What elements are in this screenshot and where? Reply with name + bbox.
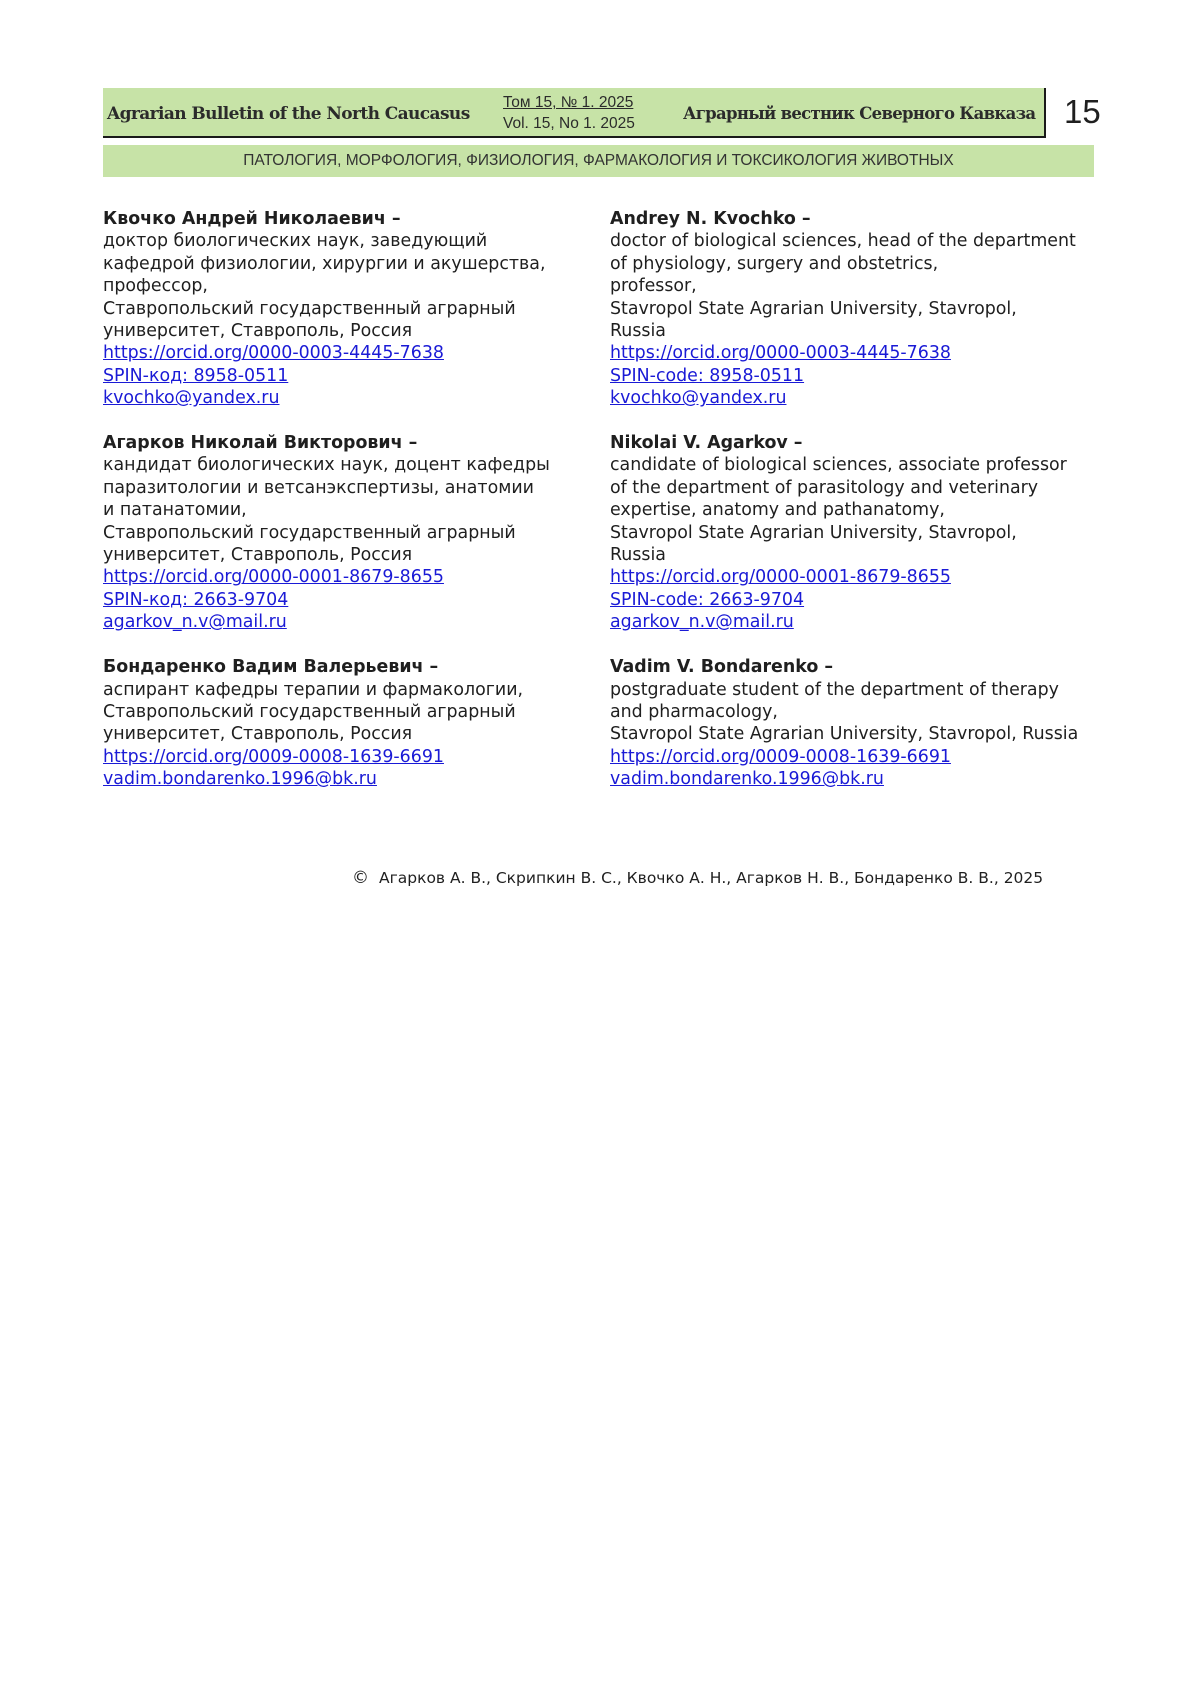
author-info-line: Russia [610, 321, 666, 342]
author-info-line: университет, Ставрополь, Россия [103, 724, 413, 745]
author-info-line: and pharmacology, [610, 701, 778, 722]
author-name: Квочко Андрей Николаевич – [103, 209, 401, 229]
author-info-line: Ставропольский государственный аграрный [103, 298, 516, 319]
author-info-line: professor, [610, 276, 697, 297]
author-info-line: университет, Ставрополь, Россия [103, 545, 413, 566]
volume-en: Vol. 15, No 1. 2025 [503, 115, 635, 132]
copyright-text: Агарков А. В., Скрипкин В. С., Квочко А. Н., Агарков Н. В., Бондаренко В. В., 2025 [379, 869, 1044, 887]
orcid-link[interactable]: https://orcid.org/0009-0008-1639-6691 [610, 746, 951, 767]
volume-ru: Том 15, № 1. 2025 [503, 94, 634, 111]
spin-link[interactable]: SPIN-code: 2663-9704 [610, 589, 805, 610]
page-header [103, 88, 1103, 138]
copyright-icon: © [352, 868, 369, 888]
author-info-line: Ставропольский государственный аграрный [103, 522, 516, 543]
email-link[interactable]: agarkov_n.v@mail.ru [103, 612, 287, 633]
section-heading [103, 145, 1094, 177]
author-info-line: аспирант кафедры терапии и фармакологии, [103, 679, 524, 700]
page-number: 15 [1064, 93, 1101, 130]
email-link[interactable]: vadim.bondarenko.1996@bk.ru [103, 769, 377, 790]
author-info-line: Russia [610, 545, 666, 566]
authors-column-en [610, 208, 1100, 813]
author-info-line: кафедрой физиологии, хирургии и акушерства, [103, 253, 546, 274]
spin-link[interactable]: SPIN-код: 2663-9704 [103, 589, 289, 610]
author-name: Nikolai V. Agarkov – [610, 433, 803, 454]
orcid-link[interactable]: https://orcid.org/0000-0003-4445-7638 [610, 343, 951, 364]
spin-link[interactable]: SPIN-code: 8958-0511 [610, 365, 805, 386]
author-info-line: Stavropol State Agrarian University, Stavropol, [610, 522, 1017, 543]
author-info-line: postgraduate student of the department of therapy [610, 679, 1059, 700]
author-block [610, 208, 1100, 410]
author-info-line: expertise, anatomy and pathanatomy, [610, 500, 945, 521]
author-block [103, 432, 583, 634]
spin-link[interactable]: SPIN-код: 8958-0511 [103, 365, 289, 386]
author-info-line: doctor of biological sciences, head of the department [610, 231, 1076, 252]
author-info-line: профессор, [103, 276, 208, 297]
author-block [103, 656, 583, 790]
author-info-line: Stavropol State Agrarian University, Stavropol, [610, 298, 1017, 319]
author-info-line: и патанатомии, [103, 500, 247, 521]
authors-column-ru [103, 208, 583, 813]
author-info-line: of the department of parasitology and veterinary [610, 477, 1039, 498]
copyright-line [352, 868, 1043, 888]
author-info-line: Ставропольский государственный аграрный [103, 701, 516, 722]
orcid-link[interactable]: https://orcid.org/0009-0008-1639-6691 [103, 746, 444, 767]
header-rule [103, 136, 1044, 138]
section-title: ПАТОЛОГИЯ, МОРФОЛОГИЯ, ФИЗИОЛОГИЯ, ФАРМАКОЛОГИЯ И ТОКСИКОЛОГИЯ ЖИВОТНЫХ [243, 152, 954, 169]
author-name: Агарков Николай Викторович – [103, 433, 418, 454]
email-link[interactable]: kvochko@yandex.ru [610, 388, 787, 409]
email-link[interactable]: kvochko@yandex.ru [103, 388, 280, 409]
author-block [610, 656, 1100, 790]
author-info-line: Stavropol State Agrarian University, Stavropol, Russia [610, 724, 1079, 745]
author-name: Vadim V. Bondarenko – [610, 657, 834, 678]
author-info-line: of physiology, surgery and obstetrics, [610, 253, 939, 274]
author-name: Andrey N. Kvochko – [610, 209, 811, 229]
volume-info [503, 92, 635, 134]
orcid-link[interactable]: https://orcid.org/0000-0001-8679-8655 [103, 567, 444, 588]
author-info-line: университет, Ставрополь, Россия [103, 321, 413, 342]
orcid-link[interactable]: https://orcid.org/0000-0003-4445-7638 [103, 343, 444, 364]
header-vertical-rule [1044, 88, 1046, 138]
author-info-line: доктор биологических наук, заведующий [103, 231, 488, 252]
email-link[interactable]: agarkov_n.v@mail.ru [610, 612, 794, 633]
author-block [103, 208, 583, 410]
email-link[interactable]: vadim.bondarenko.1996@bk.ru [610, 769, 884, 790]
journal-title-en: Agrarian Bulletin of the North Caucasus [107, 104, 470, 124]
orcid-link[interactable]: https://orcid.org/0000-0001-8679-8655 [610, 567, 951, 588]
author-info-line: candidate of biological sciences, associate professor [610, 455, 1067, 476]
author-block [610, 432, 1100, 634]
author-info-line: паразитологии и ветсанэкспертизы, анатомии [103, 477, 534, 498]
journal-title-ru: Аграрный вестник Северного Кавказа [683, 104, 1036, 123]
author-name: Бондаренко Вадим Валерьевич – [103, 657, 439, 678]
author-info-line: кандидат биологических наук, доцент кафедры [103, 455, 550, 476]
